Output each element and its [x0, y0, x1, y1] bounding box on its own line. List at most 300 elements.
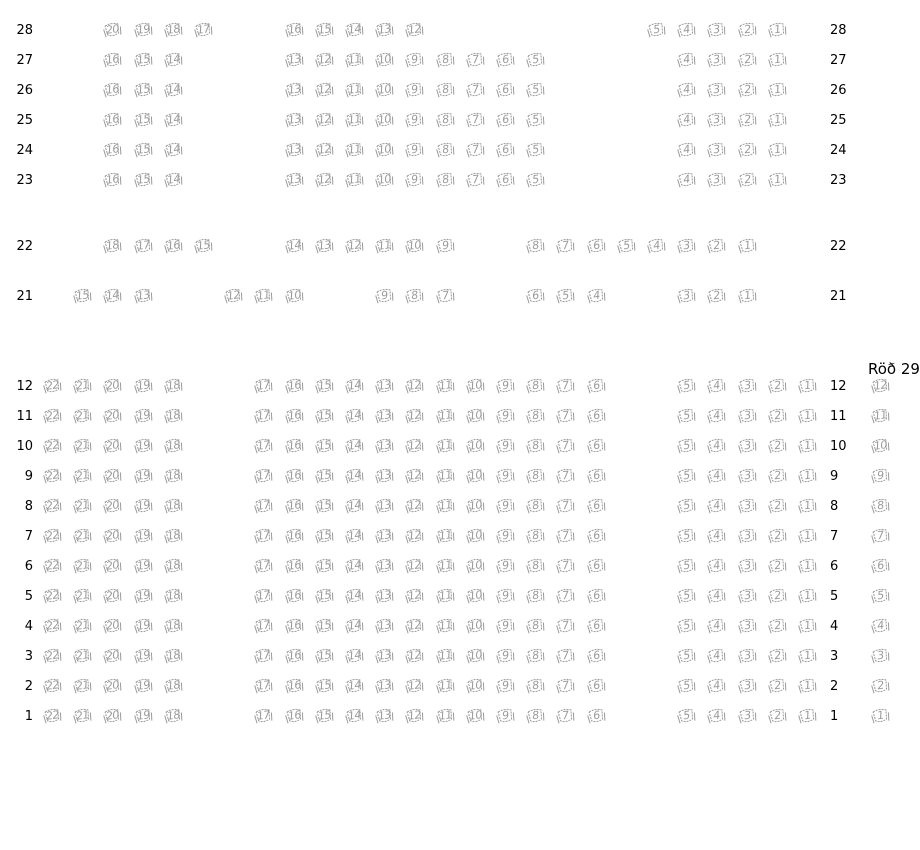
seat-row5-4[interactable]: [706, 588, 727, 605]
seat-row10-4[interactable]: [706, 438, 727, 455]
seat-row28-17[interactable]: [193, 22, 214, 39]
seat-row2-11[interactable]: [435, 678, 456, 695]
seat-row7-8[interactable]: [525, 528, 546, 545]
seat-row28-14[interactable]: [344, 22, 365, 39]
seat-row25-8[interactable]: [435, 112, 456, 129]
seat-row5-12[interactable]: [404, 588, 425, 605]
seat-row25-9[interactable]: [404, 112, 425, 129]
seat-row4-3[interactable]: [737, 618, 758, 635]
seat-row24-14[interactable]: [163, 142, 184, 159]
seat-row27-6[interactable]: [495, 52, 516, 69]
seat-row26-2[interactable]: [737, 82, 758, 99]
seat-row5-13[interactable]: [374, 588, 395, 605]
seat-row6-20[interactable]: [102, 558, 123, 575]
seat-row22-12[interactable]: [344, 238, 365, 255]
seat-row10-10[interactable]: [465, 438, 486, 455]
seat-row4-13[interactable]: [374, 618, 395, 635]
seat-row10-18[interactable]: [163, 438, 184, 455]
seat-row29-5[interactable]: [870, 588, 891, 605]
seat-row28-12[interactable]: [404, 22, 425, 39]
seat-row3-14[interactable]: [344, 648, 365, 665]
seat-row4-7[interactable]: [555, 618, 576, 635]
seat-row10-12[interactable]: [404, 438, 425, 455]
seat-row3-20[interactable]: [102, 648, 123, 665]
seat-row24-12[interactable]: [314, 142, 335, 159]
seat-row6-7[interactable]: [555, 558, 576, 575]
seat-row5-11[interactable]: [435, 588, 456, 605]
seat-row9-17[interactable]: [253, 468, 274, 485]
seat-row9-16[interactable]: [284, 468, 305, 485]
seat-row26-15[interactable]: [133, 82, 154, 99]
seat-row9-13[interactable]: [374, 468, 395, 485]
seat-row2-12[interactable]: [404, 678, 425, 695]
seat-row2-10[interactable]: [465, 678, 486, 695]
seat-row5-7[interactable]: [555, 588, 576, 605]
seat-row27-7[interactable]: [465, 52, 486, 69]
seat-row6-3[interactable]: [737, 558, 758, 575]
seat-row11-7[interactable]: [555, 408, 576, 425]
seat-row26-10[interactable]: [374, 82, 395, 99]
seat-row27-15[interactable]: [133, 52, 154, 69]
seat-row9-8[interactable]: [525, 468, 546, 485]
seat-row25-4[interactable]: [676, 112, 697, 129]
seat-row7-14[interactable]: [344, 528, 365, 545]
seat-row24-7[interactable]: [465, 142, 486, 159]
seat-row6-21[interactable]: [72, 558, 93, 575]
seat-row21-11[interactable]: [253, 288, 274, 305]
seat-row3-9[interactable]: [495, 648, 516, 665]
seat-row12-3[interactable]: [737, 378, 758, 395]
seat-row7-3[interactable]: [737, 528, 758, 545]
seat-row21-4[interactable]: [586, 288, 607, 305]
seat-row21-15[interactable]: [72, 288, 93, 305]
seat-row11-3[interactable]: [737, 408, 758, 425]
seat-row22-11[interactable]: [374, 238, 395, 255]
seat-row1-17[interactable]: [253, 708, 274, 725]
seat-row12-10[interactable]: [465, 378, 486, 395]
seat-row1-10[interactable]: [465, 708, 486, 725]
seat-row23-2[interactable]: [737, 172, 758, 189]
seat-row11-17[interactable]: [253, 408, 274, 425]
seat-row22-10[interactable]: [404, 238, 425, 255]
seat-row5-17[interactable]: [253, 588, 274, 605]
seat-row29-2[interactable]: [870, 678, 891, 695]
seat-row3-17[interactable]: [253, 648, 274, 665]
seat-row1-16[interactable]: [284, 708, 305, 725]
seat-row2-21[interactable]: [72, 678, 93, 695]
seat-row8-6[interactable]: [586, 498, 607, 515]
seat-row11-4[interactable]: [706, 408, 727, 425]
seat-row24-16[interactable]: [102, 142, 123, 159]
seat-row5-2[interactable]: [767, 588, 788, 605]
seat-row26-9[interactable]: [404, 82, 425, 99]
seat-row27-16[interactable]: [102, 52, 123, 69]
seat-row23-10[interactable]: [374, 172, 395, 189]
seat-row5-5[interactable]: [676, 588, 697, 605]
seat-row6-17[interactable]: [253, 558, 274, 575]
seat-row12-21[interactable]: [72, 378, 93, 395]
seat-row26-3[interactable]: [706, 82, 727, 99]
seat-row1-7[interactable]: [555, 708, 576, 725]
seat-row4-14[interactable]: [344, 618, 365, 635]
seat-row9-6[interactable]: [586, 468, 607, 485]
seat-row10-19[interactable]: [133, 438, 154, 455]
seat-row11-6[interactable]: [586, 408, 607, 425]
seat-row23-9[interactable]: [404, 172, 425, 189]
seat-row24-4[interactable]: [676, 142, 697, 159]
seat-row28-15[interactable]: [314, 22, 335, 39]
seat-row27-8[interactable]: [435, 52, 456, 69]
seat-row6-8[interactable]: [525, 558, 546, 575]
seat-row28-2[interactable]: [737, 22, 758, 39]
seat-row4-1[interactable]: [797, 618, 818, 635]
seat-row22-8[interactable]: [525, 238, 546, 255]
seat-row9-21[interactable]: [72, 468, 93, 485]
seat-row12-19[interactable]: [133, 378, 154, 395]
seat-row9-11[interactable]: [435, 468, 456, 485]
seat-row10-6[interactable]: [586, 438, 607, 455]
seat-row7-6[interactable]: [586, 528, 607, 545]
seat-row28-1[interactable]: [767, 22, 788, 39]
seat-row1-13[interactable]: [374, 708, 395, 725]
seat-row28-20[interactable]: [102, 22, 123, 39]
seat-row29-11[interactable]: [870, 408, 891, 425]
seat-row10-3[interactable]: [737, 438, 758, 455]
seat-row22-18[interactable]: [102, 238, 123, 255]
seat-row1-1[interactable]: [797, 708, 818, 725]
seat-row7-10[interactable]: [465, 528, 486, 545]
seat-row1-21[interactable]: [72, 708, 93, 725]
seat-row2-3[interactable]: [737, 678, 758, 695]
seat-row22-2[interactable]: [706, 238, 727, 255]
seat-row9-1[interactable]: [797, 468, 818, 485]
seat-row10-8[interactable]: [525, 438, 546, 455]
seat-row10-15[interactable]: [314, 438, 335, 455]
seat-row27-11[interactable]: [344, 52, 365, 69]
seat-row9-12[interactable]: [404, 468, 425, 485]
seat-row21-12[interactable]: [223, 288, 244, 305]
seat-row1-22[interactable]: [42, 708, 63, 725]
seat-row24-5[interactable]: [525, 142, 546, 159]
seat-row2-7[interactable]: [555, 678, 576, 695]
seat-row26-11[interactable]: [344, 82, 365, 99]
seat-row7-7[interactable]: [555, 528, 576, 545]
seat-row4-17[interactable]: [253, 618, 274, 635]
seat-row8-2[interactable]: [767, 498, 788, 515]
seat-row9-9[interactable]: [495, 468, 516, 485]
seat-row4-15[interactable]: [314, 618, 335, 635]
seat-row9-7[interactable]: [555, 468, 576, 485]
seat-row22-5[interactable]: [616, 238, 637, 255]
seat-row7-13[interactable]: [374, 528, 395, 545]
seat-row8-13[interactable]: [374, 498, 395, 515]
seat-row25-1[interactable]: [767, 112, 788, 129]
seat-row23-5[interactable]: [525, 172, 546, 189]
seat-row12-14[interactable]: [344, 378, 365, 395]
seat-row3-16[interactable]: [284, 648, 305, 665]
seat-row25-13[interactable]: [284, 112, 305, 129]
seat-row22-13[interactable]: [314, 238, 335, 255]
seat-row6-12[interactable]: [404, 558, 425, 575]
seat-row29-6[interactable]: [870, 558, 891, 575]
seat-row22-7[interactable]: [555, 238, 576, 255]
seat-row25-10[interactable]: [374, 112, 395, 129]
seat-row7-20[interactable]: [102, 528, 123, 545]
seat-row11-9[interactable]: [495, 408, 516, 425]
seat-row26-1[interactable]: [767, 82, 788, 99]
seat-row12-22[interactable]: [42, 378, 63, 395]
seat-row22-4[interactable]: [646, 238, 667, 255]
seat-row22-9[interactable]: [435, 238, 456, 255]
seat-row26-6[interactable]: [495, 82, 516, 99]
seat-row8-19[interactable]: [133, 498, 154, 515]
seat-row11-16[interactable]: [284, 408, 305, 425]
seat-row6-9[interactable]: [495, 558, 516, 575]
seat-row4-9[interactable]: [495, 618, 516, 635]
seat-row5-9[interactable]: [495, 588, 516, 605]
seat-row24-2[interactable]: [737, 142, 758, 159]
seat-row9-4[interactable]: [706, 468, 727, 485]
seat-row3-1[interactable]: [797, 648, 818, 665]
seat-row1-4[interactable]: [706, 708, 727, 725]
seat-row5-19[interactable]: [133, 588, 154, 605]
seat-row27-12[interactable]: [314, 52, 335, 69]
seat-row12-9[interactable]: [495, 378, 516, 395]
seat-row11-19[interactable]: [133, 408, 154, 425]
seat-row7-16[interactable]: [284, 528, 305, 545]
seat-row23-4[interactable]: [676, 172, 697, 189]
seat-row1-3[interactable]: [737, 708, 758, 725]
seat-row4-8[interactable]: [525, 618, 546, 635]
seat-row10-21[interactable]: [72, 438, 93, 455]
seat-row28-18[interactable]: [163, 22, 184, 39]
seat-row1-2[interactable]: [767, 708, 788, 725]
seat-row12-4[interactable]: [706, 378, 727, 395]
seat-row22-14[interactable]: [284, 238, 305, 255]
seat-row6-13[interactable]: [374, 558, 395, 575]
seat-row8-17[interactable]: [253, 498, 274, 515]
seat-row7-5[interactable]: [676, 528, 697, 545]
seat-row1-6[interactable]: [586, 708, 607, 725]
seat-row9-3[interactable]: [737, 468, 758, 485]
seat-row5-6[interactable]: [586, 588, 607, 605]
seat-row1-12[interactable]: [404, 708, 425, 725]
seat-row25-15[interactable]: [133, 112, 154, 129]
seat-row1-18[interactable]: [163, 708, 184, 725]
seat-row27-1[interactable]: [767, 52, 788, 69]
seat-row2-22[interactable]: [42, 678, 63, 695]
seat-row2-2[interactable]: [767, 678, 788, 695]
seat-row10-22[interactable]: [42, 438, 63, 455]
seat-row7-11[interactable]: [435, 528, 456, 545]
seat-row29-8[interactable]: [870, 498, 891, 515]
seat-row6-4[interactable]: [706, 558, 727, 575]
seat-row23-8[interactable]: [435, 172, 456, 189]
seat-row21-3[interactable]: [676, 288, 697, 305]
seat-row23-11[interactable]: [344, 172, 365, 189]
seat-row1-9[interactable]: [495, 708, 516, 725]
seat-row21-13[interactable]: [133, 288, 154, 305]
seat-row12-18[interactable]: [163, 378, 184, 395]
seat-row2-17[interactable]: [253, 678, 274, 695]
seat-row28-4[interactable]: [676, 22, 697, 39]
seat-row7-2[interactable]: [767, 528, 788, 545]
seat-row3-5[interactable]: [676, 648, 697, 665]
seat-row29-1[interactable]: [870, 708, 891, 725]
seat-row24-13[interactable]: [284, 142, 305, 159]
seat-row1-14[interactable]: [344, 708, 365, 725]
seat-row5-18[interactable]: [163, 588, 184, 605]
seat-row11-5[interactable]: [676, 408, 697, 425]
seat-row6-1[interactable]: [797, 558, 818, 575]
seat-row11-18[interactable]: [163, 408, 184, 425]
seat-row26-12[interactable]: [314, 82, 335, 99]
seat-row3-11[interactable]: [435, 648, 456, 665]
seat-row2-1[interactable]: [797, 678, 818, 695]
seat-row29-4[interactable]: [870, 618, 891, 635]
seat-row4-11[interactable]: [435, 618, 456, 635]
seat-row10-11[interactable]: [435, 438, 456, 455]
seat-row4-5[interactable]: [676, 618, 697, 635]
seat-row3-3[interactable]: [737, 648, 758, 665]
seat-row5-22[interactable]: [42, 588, 63, 605]
seat-row24-6[interactable]: [495, 142, 516, 159]
seat-row2-4[interactable]: [706, 678, 727, 695]
seat-row22-16[interactable]: [163, 238, 184, 255]
seat-row6-6[interactable]: [586, 558, 607, 575]
seat-row23-3[interactable]: [706, 172, 727, 189]
seat-row27-10[interactable]: [374, 52, 395, 69]
seat-row21-14[interactable]: [102, 288, 123, 305]
seat-row28-16[interactable]: [284, 22, 305, 39]
seat-row7-1[interactable]: [797, 528, 818, 545]
seat-row22-15[interactable]: [193, 238, 214, 255]
seat-row9-20[interactable]: [102, 468, 123, 485]
seat-row8-20[interactable]: [102, 498, 123, 515]
seat-row21-6[interactable]: [525, 288, 546, 305]
seat-row5-3[interactable]: [737, 588, 758, 605]
seat-row8-11[interactable]: [435, 498, 456, 515]
seat-row11-20[interactable]: [102, 408, 123, 425]
seat-row23-14[interactable]: [163, 172, 184, 189]
seat-row11-10[interactable]: [465, 408, 486, 425]
seat-row8-1[interactable]: [797, 498, 818, 515]
seat-row26-8[interactable]: [435, 82, 456, 99]
seat-row25-14[interactable]: [163, 112, 184, 129]
seat-row21-1[interactable]: [737, 288, 758, 305]
seat-row26-5[interactable]: [525, 82, 546, 99]
seat-row12-6[interactable]: [586, 378, 607, 395]
seat-row21-10[interactable]: [284, 288, 305, 305]
seat-row24-1[interactable]: [767, 142, 788, 159]
seat-row8-4[interactable]: [706, 498, 727, 515]
seat-row24-3[interactable]: [706, 142, 727, 159]
seat-row11-14[interactable]: [344, 408, 365, 425]
seat-row7-12[interactable]: [404, 528, 425, 545]
seat-row1-8[interactable]: [525, 708, 546, 725]
seat-row12-1[interactable]: [797, 378, 818, 395]
seat-row2-19[interactable]: [133, 678, 154, 695]
seat-row2-8[interactable]: [525, 678, 546, 695]
seat-row28-5[interactable]: [646, 22, 667, 39]
seat-row12-13[interactable]: [374, 378, 395, 395]
seat-row7-17[interactable]: [253, 528, 274, 545]
seat-row23-15[interactable]: [133, 172, 154, 189]
seat-row22-1[interactable]: [737, 238, 758, 255]
seat-row29-7[interactable]: [870, 528, 891, 545]
seat-row21-9[interactable]: [374, 288, 395, 305]
seat-row6-19[interactable]: [133, 558, 154, 575]
seat-row12-16[interactable]: [284, 378, 305, 395]
seat-row2-5[interactable]: [676, 678, 697, 695]
seat-row26-14[interactable]: [163, 82, 184, 99]
seat-row12-15[interactable]: [314, 378, 335, 395]
seat-row4-4[interactable]: [706, 618, 727, 635]
seat-row27-4[interactable]: [676, 52, 697, 69]
seat-row27-9[interactable]: [404, 52, 425, 69]
seat-row28-19[interactable]: [133, 22, 154, 39]
seat-row21-8[interactable]: [404, 288, 425, 305]
seat-row9-18[interactable]: [163, 468, 184, 485]
seat-row5-21[interactable]: [72, 588, 93, 605]
seat-row26-4[interactable]: [676, 82, 697, 99]
seat-row3-13[interactable]: [374, 648, 395, 665]
seat-row24-15[interactable]: [133, 142, 154, 159]
seat-row5-20[interactable]: [102, 588, 123, 605]
seat-row8-18[interactable]: [163, 498, 184, 515]
seat-row3-4[interactable]: [706, 648, 727, 665]
seat-row6-5[interactable]: [676, 558, 697, 575]
seat-row3-7[interactable]: [555, 648, 576, 665]
seat-row6-18[interactable]: [163, 558, 184, 575]
seat-row4-21[interactable]: [72, 618, 93, 635]
seat-row21-7[interactable]: [435, 288, 456, 305]
seat-row12-17[interactable]: [253, 378, 274, 395]
seat-row8-22[interactable]: [42, 498, 63, 515]
seat-row12-2[interactable]: [767, 378, 788, 395]
seat-row27-2[interactable]: [737, 52, 758, 69]
seat-row9-10[interactable]: [465, 468, 486, 485]
seat-row29-12[interactable]: [870, 378, 891, 395]
seat-row25-11[interactable]: [344, 112, 365, 129]
seat-row6-2[interactable]: [767, 558, 788, 575]
seat-row3-15[interactable]: [314, 648, 335, 665]
seat-row8-14[interactable]: [344, 498, 365, 515]
seat-row2-16[interactable]: [284, 678, 305, 695]
seat-row26-7[interactable]: [465, 82, 486, 99]
seat-row5-16[interactable]: [284, 588, 305, 605]
seat-row6-10[interactable]: [465, 558, 486, 575]
seat-row27-14[interactable]: [163, 52, 184, 69]
seat-row7-18[interactable]: [163, 528, 184, 545]
seat-row27-13[interactable]: [284, 52, 305, 69]
seat-row4-6[interactable]: [586, 618, 607, 635]
seat-row8-9[interactable]: [495, 498, 516, 515]
seat-row9-19[interactable]: [133, 468, 154, 485]
seat-row12-5[interactable]: [676, 378, 697, 395]
seat-row10-14[interactable]: [344, 438, 365, 455]
seat-row4-2[interactable]: [767, 618, 788, 635]
seat-row23-13[interactable]: [284, 172, 305, 189]
seat-row3-12[interactable]: [404, 648, 425, 665]
seat-row27-3[interactable]: [706, 52, 727, 69]
seat-row8-8[interactable]: [525, 498, 546, 515]
seat-row8-7[interactable]: [555, 498, 576, 515]
seat-row4-16[interactable]: [284, 618, 305, 635]
seat-row7-19[interactable]: [133, 528, 154, 545]
seat-row5-15[interactable]: [314, 588, 335, 605]
seat-row29-10[interactable]: [870, 438, 891, 455]
